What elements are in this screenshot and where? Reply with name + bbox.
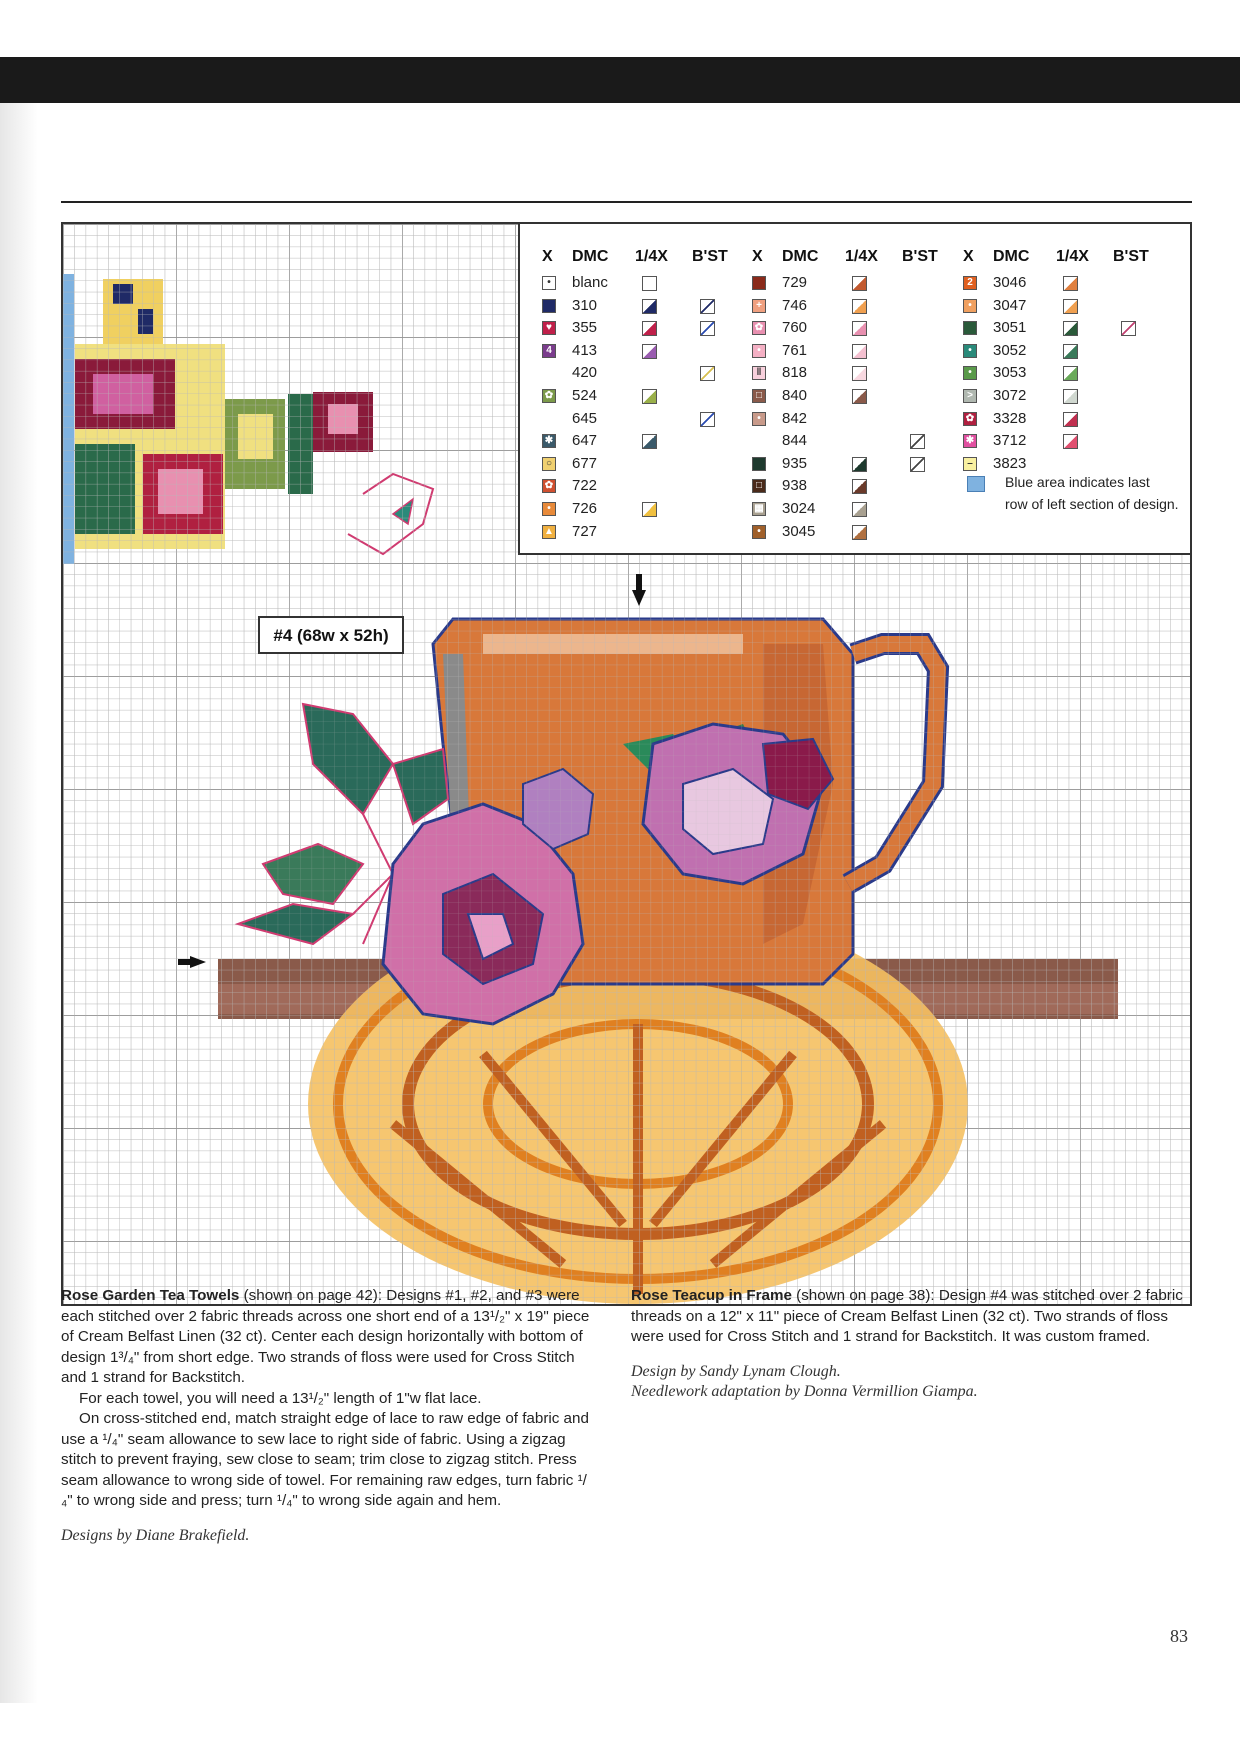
legend-header: DMC [572, 248, 609, 265]
towels-paragraph-1 [61, 1286, 594, 1389]
quarter-stitch-swatch [852, 366, 867, 381]
legend-row [542, 500, 732, 520]
legend-row [752, 342, 942, 362]
dmc-code: 3328 [993, 409, 1027, 427]
legend-header: DMC [782, 248, 819, 265]
symbol-swatch: ▦ [752, 502, 766, 516]
dmc-code: 3053 [993, 364, 1027, 382]
dmc-code: 677 [572, 454, 598, 472]
legend-header: DMC [993, 248, 1030, 265]
right-instructions [631, 1286, 1192, 1403]
page-top-bar [0, 57, 1240, 103]
symbol-swatch: > [963, 389, 977, 403]
legend-row [542, 387, 732, 407]
symbol-swatch: ○ [542, 457, 556, 471]
legend-note-line1: Blue area indicates last [1005, 474, 1150, 490]
legend-row [542, 274, 732, 294]
symbol-swatch [752, 276, 766, 290]
legend-row [963, 387, 1153, 407]
symbol-swatch [542, 299, 556, 313]
symbol-swatch: – [963, 457, 977, 471]
legend-row [542, 319, 732, 339]
dmc-code: 844 [782, 432, 808, 450]
legend-row [963, 410, 1153, 430]
legend-header: B'ST [902, 248, 938, 265]
dmc-code: 729 [782, 274, 808, 291]
legend-row [963, 297, 1153, 317]
quarter-stitch-swatch [852, 299, 867, 314]
symbol-swatch: □ [752, 479, 766, 493]
legend-row [542, 410, 732, 430]
dmc-code: 726 [572, 500, 598, 517]
symbol-swatch: ✿ [542, 389, 556, 403]
dmc-code: 3823 [993, 454, 1027, 472]
dmc-code: 722 [572, 477, 598, 495]
color-key-legend [518, 222, 1192, 555]
backstitch-swatch [700, 366, 715, 381]
legend-row [752, 319, 942, 339]
symbol-swatch: ✿ [963, 412, 977, 426]
towels-paragraph-3: On cross-stitched end, match straight edge of lace to raw edge of fabric and use a ¹/₄" seam allowance to sew lace to right side of fabric. Using a zigzag stitch to prevent fraying, sew close to seam; trim close to zigzag stitch. Press seam allowance to wrong side of towel. For remaining raw edges, turn fabric ¹/₄" to wrong side and press; turn ¹/₄" to wrong side again and hem. [61, 1410, 589, 1509]
legend-row [752, 523, 942, 543]
blue-area-swatch [967, 476, 985, 492]
legend-row [752, 274, 942, 294]
symbol-swatch: ✱ [542, 434, 556, 448]
quarter-stitch-swatch [1063, 434, 1078, 449]
symbol-swatch: ♥ [542, 321, 556, 335]
quarter-stitch-swatch [1063, 389, 1078, 404]
quarter-stitch-swatch [642, 321, 657, 336]
dmc-code: 842 [782, 409, 808, 427]
towels-text-1: (shown on page 42): Designs #1, #2, and #3 were each stitched over 2 fabric threads across one short end of a 13¹/₂" x 19" piece of Cream Belfast Linen (32 ct). Center each design horizontally with bottom of design 1³/₄" from short edge. Two strands of floss were used for Cross Stitch and 1 strand for Backstitch. [61, 1287, 590, 1386]
legend-row [752, 432, 942, 452]
symbol-swatch: ▲ [542, 525, 556, 539]
towels-paragraph-2: For each towel, you will need a 13¹/₂" length of 1"w flat lace. [79, 1389, 482, 1407]
legend-row [963, 319, 1153, 339]
dmc-code: 3047 [993, 296, 1027, 314]
dmc-code: 727 [572, 522, 598, 540]
legend-row [963, 274, 1153, 294]
quarter-stitch-swatch [852, 389, 867, 404]
symbol-swatch: • [542, 502, 556, 516]
teacup-credit-1: Design by Sandy Lynam Clough. [631, 1362, 841, 1380]
legend-row [542, 523, 732, 543]
symbol-swatch: • [963, 344, 977, 358]
quarter-stitch-swatch [852, 321, 867, 336]
teacup-title: Rose Teacup in Frame [631, 1287, 792, 1304]
legend-note [1005, 471, 1185, 515]
quarter-stitch-swatch [852, 344, 867, 359]
page-number: 83 [1170, 1626, 1188, 1646]
backstitch-swatch [700, 412, 715, 427]
symbol-swatch [752, 457, 766, 471]
dmc-code: 938 [782, 477, 808, 495]
quarter-stitch-swatch [1063, 276, 1078, 291]
legend-header: X [963, 248, 974, 265]
teacup-text: (shown on page 38): Design #4 was stitched over 2 fabric threads on a 12" x 11" piece of Cream Belfast Linen (32 ct). Two strands of floss were used for Cross Stitch and 1 strand for Backstitch. It was custom framed. [631, 1287, 1183, 1345]
symbol-swatch: □ [752, 389, 766, 403]
quarter-stitch-swatch [1063, 366, 1078, 381]
dmc-code: 3051 [993, 319, 1027, 337]
legend-row [752, 500, 942, 520]
quarter-stitch-swatch [642, 344, 657, 359]
legend-row [963, 364, 1153, 384]
quarter-stitch-swatch [852, 525, 867, 540]
symbol-swatch: 2 [963, 276, 977, 290]
symbol-swatch: ✱ [963, 434, 977, 448]
legend-row [752, 387, 942, 407]
towels-credit: Designs by Diane Brakefield. [61, 1526, 250, 1544]
quarter-stitch-swatch [642, 502, 657, 517]
legend-header: X [542, 248, 553, 265]
legend-header: 1/4X [1056, 248, 1089, 265]
legend-row [752, 410, 942, 430]
quarter-stitch-swatch [642, 276, 657, 291]
dmc-code: 760 [782, 319, 808, 337]
symbol-swatch: • [752, 412, 766, 426]
legend-row [752, 477, 942, 497]
dmc-code: 818 [782, 364, 808, 382]
symbol-swatch [963, 321, 977, 335]
symbol-swatch: • [963, 299, 977, 313]
dmc-code: 746 [782, 296, 808, 314]
dmc-code: 3024 [782, 500, 816, 517]
symbol-swatch: • [752, 525, 766, 539]
legend-row [752, 455, 942, 475]
legend-row [542, 477, 732, 497]
dmc-code: 647 [572, 432, 598, 450]
quarter-stitch-swatch [1063, 321, 1078, 336]
backstitch-swatch [700, 321, 715, 336]
dmc-code: 420 [572, 364, 598, 382]
quarter-stitch-swatch [852, 276, 867, 291]
legend-note-line2: row of left section of design. [1005, 496, 1179, 512]
left-instructions [61, 1286, 594, 1546]
legend-header: B'ST [692, 248, 728, 265]
dmc-code: 935 [782, 454, 808, 472]
legend-row [542, 342, 732, 362]
page-gutter-shade [0, 103, 38, 1703]
dmc-code: 3072 [993, 387, 1027, 404]
quarter-stitch-swatch [642, 389, 657, 404]
dmc-code: 645 [572, 409, 598, 427]
backstitch-swatch [910, 457, 925, 472]
quarter-stitch-swatch [852, 479, 867, 494]
design-size-label: #4 (68w x 52h) [258, 616, 404, 654]
teacup-credit-2: Needlework adaptation by Donna Vermillion Giampa. [631, 1383, 978, 1400]
dmc-code: 3712 [993, 432, 1027, 450]
towels-title: Rose Garden Tea Towels [61, 1287, 240, 1304]
teacup-paragraph [631, 1286, 1192, 1348]
legend-row [752, 364, 942, 384]
symbol-swatch: • [542, 276, 556, 290]
dmc-code: 3045 [782, 522, 816, 540]
backstitch-swatch [910, 434, 925, 449]
symbol-swatch: 4 [542, 344, 556, 358]
quarter-stitch-swatch [1063, 344, 1078, 359]
legend-row [963, 342, 1153, 362]
symbol-swatch: ‖ [752, 366, 766, 380]
quarter-stitch-swatch [1063, 412, 1078, 427]
dmc-code: 840 [782, 387, 808, 404]
quarter-stitch-swatch [852, 457, 867, 472]
symbol-swatch: • [752, 344, 766, 358]
legend-header: X [752, 248, 763, 265]
quarter-stitch-swatch [642, 434, 657, 449]
dmc-code: 524 [572, 387, 598, 404]
dmc-code: 355 [572, 319, 598, 337]
legend-row [542, 364, 732, 384]
dmc-code: 413 [572, 341, 598, 359]
dmc-code: 761 [782, 341, 808, 359]
legend-row [752, 297, 942, 317]
symbol-swatch: ✿ [752, 321, 766, 335]
symbol-swatch: • [963, 366, 977, 380]
legend-row [963, 432, 1153, 452]
legend-row [542, 297, 732, 317]
backstitch-swatch [1121, 321, 1136, 336]
legend-header: 1/4X [845, 248, 878, 265]
legend-row [542, 432, 732, 452]
quarter-stitch-swatch [1063, 299, 1078, 314]
header-rule [61, 201, 1192, 203]
legend-header: 1/4X [635, 248, 668, 265]
dmc-code: blanc [572, 274, 608, 291]
legend-row [542, 455, 732, 475]
dmc-code: 3046 [993, 274, 1027, 291]
dmc-code: 3052 [993, 341, 1027, 359]
dmc-code: 310 [572, 296, 598, 314]
quarter-stitch-swatch [852, 502, 867, 517]
symbol-swatch: + [752, 299, 766, 313]
symbol-swatch: ✿ [542, 479, 556, 493]
quarter-stitch-swatch [642, 299, 657, 314]
backstitch-swatch [700, 299, 715, 314]
legend-header: B'ST [1113, 248, 1149, 265]
